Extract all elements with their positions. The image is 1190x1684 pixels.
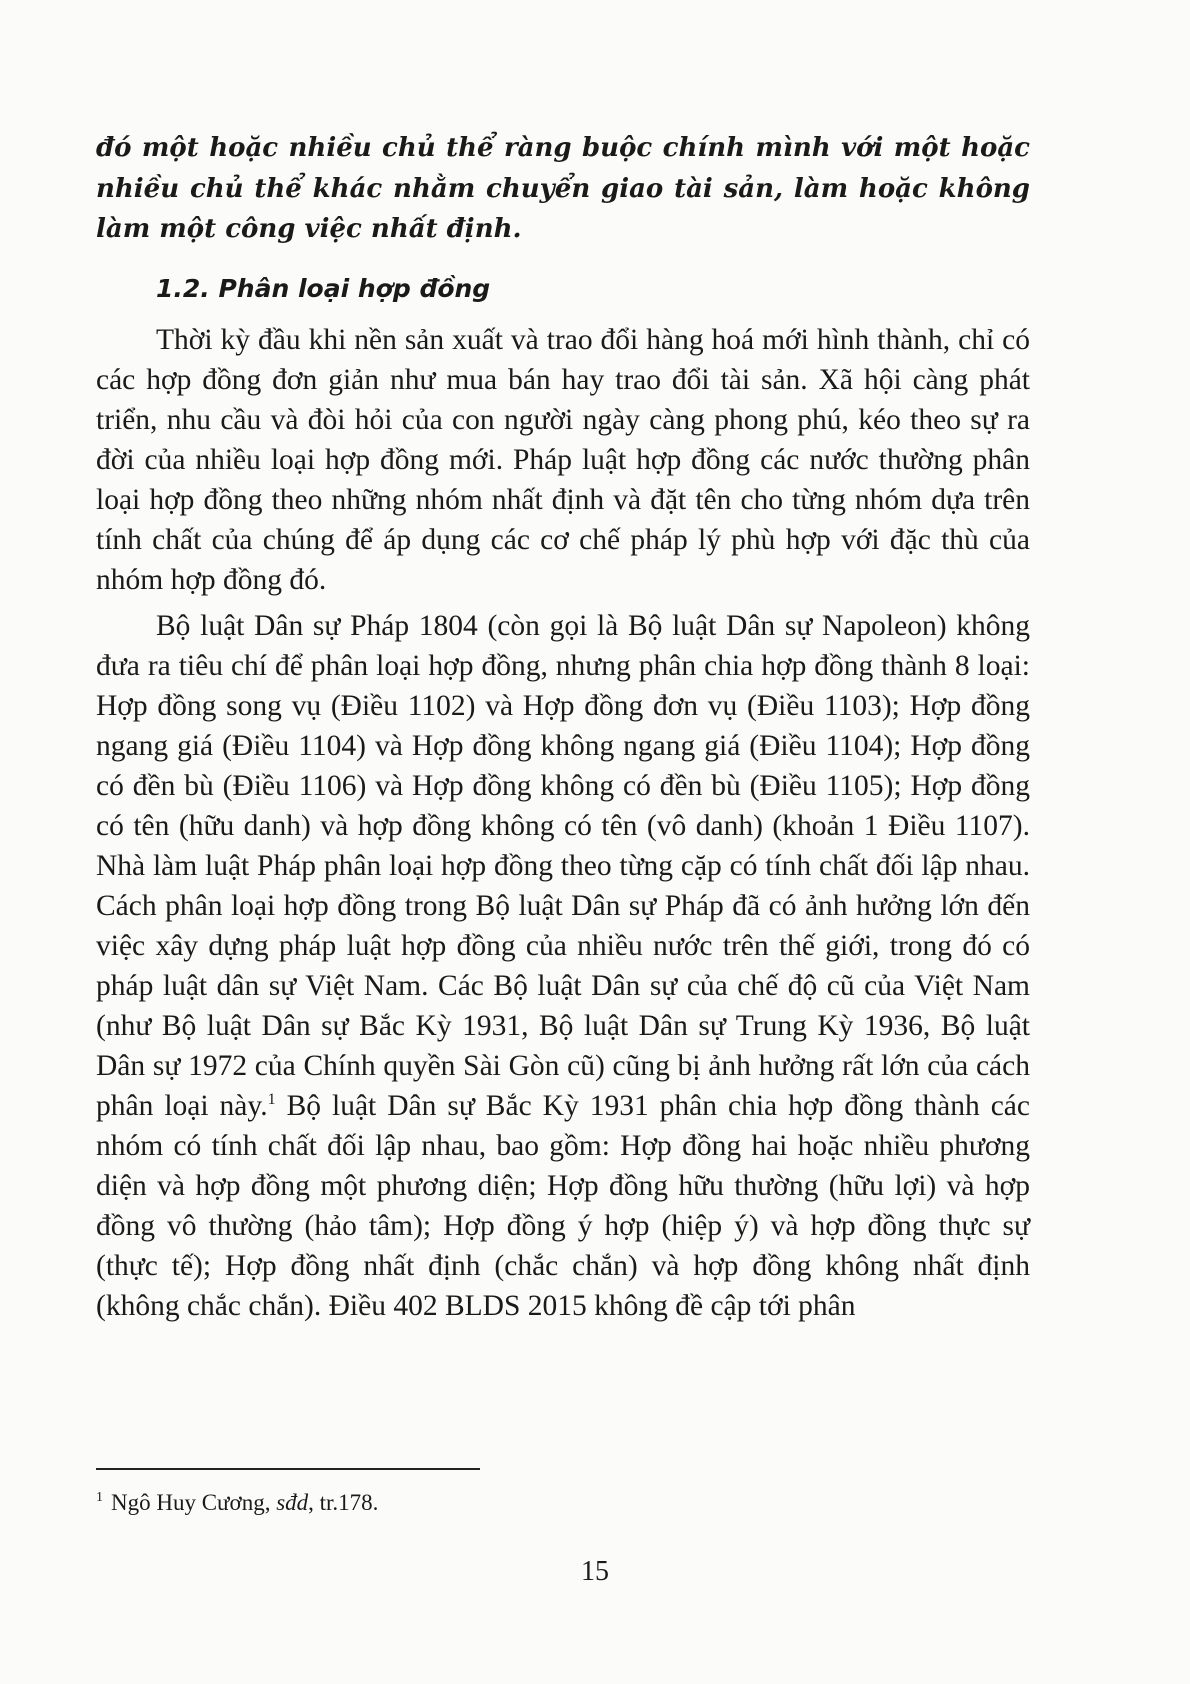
paragraph-text: Bộ luật Dân sự Pháp 1804 (còn gọi là Bộ luật Dân sự Napoleon) không đưa ra tiêu chí để phân loại hợp đồng, nhưng phân chia hợp đồng thành 8 loại: Hợp đồng song vụ (Điều 1102) và Hợp đồng đơn vụ (Điều 1103); Hợp đồng ngang giá (Điều 1104) và Hợp đồng không ngang giá (Điều 1104); Hợp đồng có đền bù (Điều 1106) và Hợp đồng không có đền bù (Điều 1105); Hợp đồng có tên (hữu danh) và hợp đồng không có tên (vô danh) (khoản 1 Điều 1107). Nhà làm luật Pháp phân loại hợp đồng theo từng cặp có tính chất đối lập nhau. Cách phân loại hợp đồng trong Bộ luật Dân sự Pháp đã có ảnh hưởng lớn đến việc xây dựng pháp luật hợp đồng của nhiều nước trên thế giới, trong đó có pháp luật dân sự Việt Nam. Các Bộ luật Dân sự của chế độ cũ của Việt Nam (như Bộ luật Dân sự Bắc Kỳ 1931, Bộ luật Dân sự Trung Kỳ 1936, Bộ luật Dân sự 1972 của Chính quyền Sài Gòn cũ) cũng bị ảnh hưởng rất lớn của cách phân loại này. bbox=[96, 609, 1030, 1122]
footnote-pages: , tr.178. bbox=[308, 1490, 379, 1515]
page-number: 15 bbox=[581, 1556, 609, 1587]
footnote-divider bbox=[96, 1468, 480, 1470]
footnote-source: sđd bbox=[276, 1490, 309, 1515]
page-body bbox=[96, 128, 1030, 1332]
paragraph-classification-intro: Thời kỳ đầu khi nền sản xuất và trao đổi hàng hoá mới hình thành, chỉ có các hợp đồng đơn giản như mua bán hay trao đổi tài sản. Xã hội càng phát triển, nhu cầu và đòi hỏi của con người ngày càng phong phú, kéo theo sự ra đời của nhiều loại hợp đồng mới. Pháp luật hợp đồng các nước thường phân loại hợp đồng theo những nhóm nhất định và đặt tên cho từng nhóm dựa trên tính chất của chúng để áp dụng các cơ chế pháp lý phù hợp với đặc thù của nhóm hợp đồng đó. bbox=[96, 323, 1030, 596]
paragraph-text-continuation: Bộ luật Dân sự Bắc Kỳ 1931 phân chia hợp đồng thành các nhóm có tính chất đối lập nhau, bao gồm: Hợp đồng hai hoặc nhiều phương diện và hợp đồng một phương diện; Hợp đồng hữu thường (hữu lợi) và hợp đồng vô thường (hảo tâm); Hợp đồng ý hợp (hiệp ý) và hợp đồng thực sự (thực tế); Hợp đồng nhất định (chắc chắn) và hợp đồng không nhất định (không chắc chắn). Điều 402 BLDS 2015 không đề cập tới phân bbox=[96, 1089, 1030, 1322]
footnote-author: Ngô Huy Cương, bbox=[111, 1490, 277, 1515]
section-heading: 1.2. Phân loại hợp đồng bbox=[156, 273, 491, 303]
footnote-reference[interactable]: 1 bbox=[267, 1090, 276, 1108]
footnote bbox=[96, 1488, 378, 1518]
lead-text: đó một hoặc nhiều chủ thể ràng buộc chính mình với một hoặc nhiều chủ thể khác nhằm chuyển giao tài sản, làm hoặc không làm một công việc nhất định. bbox=[96, 133, 1030, 244]
paragraph-french-civil-code bbox=[96, 606, 1030, 1326]
footnote-marker: 1 bbox=[96, 1490, 103, 1506]
